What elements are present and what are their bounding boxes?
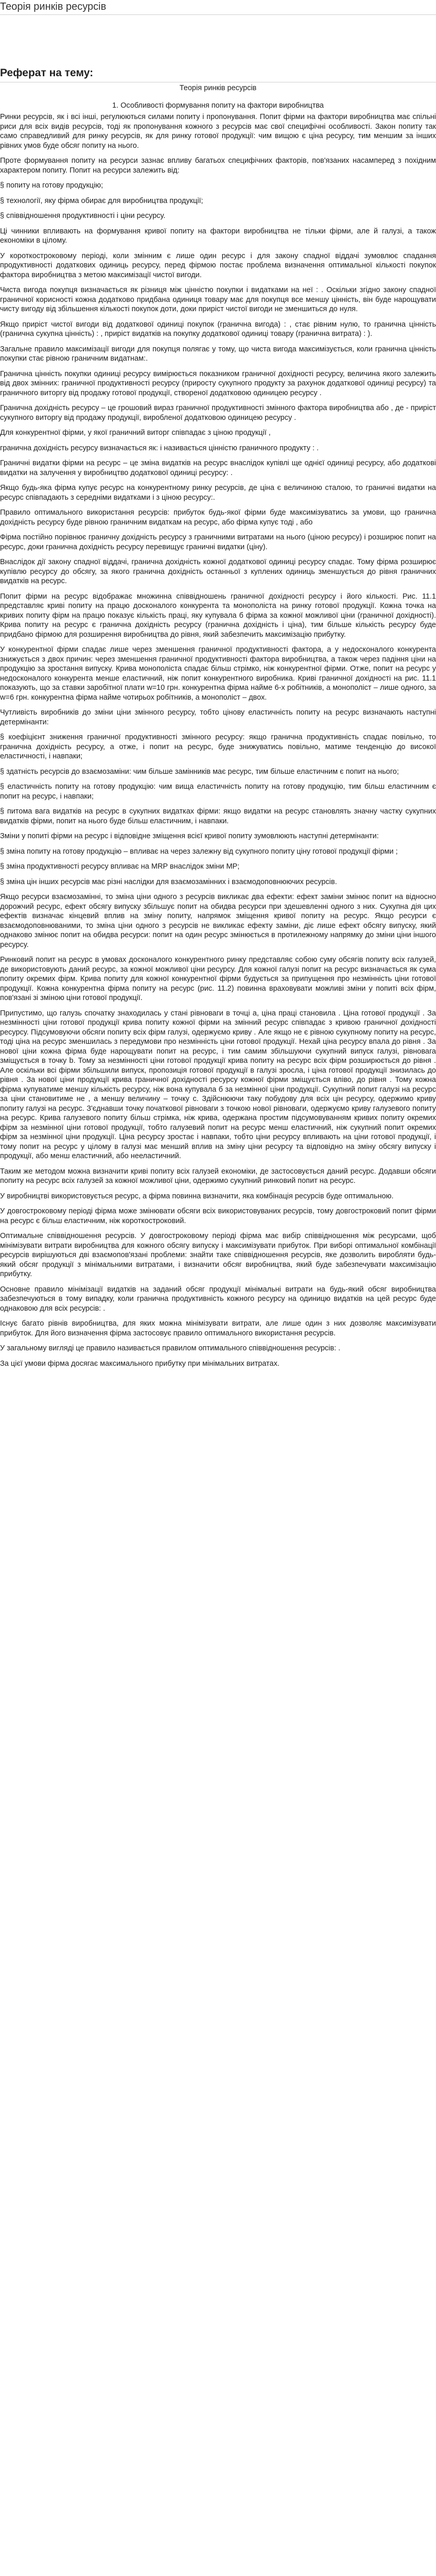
paragraph: Ринковий попит на ресурс в умовах досконалого конкурентного ринку представляє собою суму обсягів попиту всіх галузей, де використовують даний ресурс, за кожної можливої ціни ресурсу. Для кожної галузі попит на ресурс визначається як сума попиту окремих фірм. Крива попиту для кожної конкурентної фірми будується за припущення про незмінність ціни готової продукції. Кожна конкурентна фірма попиту на ресурс (рис. 11.2) повинна враховувати можливі зміни у попиті всіх фірм, пов'язані зі зміною ціни готової продукції.	[0, 956, 436, 1002]
paragraph: Попит фірми на ресурс відображає множинна співвідношень граничної дохідності ресурсу і його кількості. Рис. 11.1 представляє криві попиту на працю досконалого конкурента та монополіста на ринку готової продукції. Кожна точка на кривих попиту фірм на працю показує кількість праці, яку купувала б фірма за кожної можливої ціни (граничної дохідності). Крива попиту на ресурс є гранична дохідність ресурсу (гранична дохідність і ціна), тим більше кількість ресурсу буде придбано фірмою для розширення виробництва до рівня, який забезпечить максимізацію прибутку.	[0, 592, 436, 639]
paragraph: § зміна попиту на готову продукцію – впливає на через залежну від сукупного попиту ціну готової продукції фірми ;	[0, 847, 398, 856]
paragraph: Гранична цінність покупки одиниці ресурсу вимірюється показником граничної дохідності ресурсу, величина якого залежить від двох змінних: граничної продуктивності ресурсу (приросту сукупного продукту за рахунок додаткової одиниці ресурсу) та граничного виторгу від продажу готової продукції, створеної додатковою одиницею ресурсу .	[0, 369, 436, 397]
paragraph: У довгостроковому періоді фірма може змінювати обсяги всіх використовуваних ресурсів, тому довгостроковий попит фірми на ресурс є більш еластичним, ніж короткостроковий.	[0, 1207, 436, 1225]
paragraph: Існує багато рівнів виробництва, для яких можна мінімізувати витрати, але лише один з них дозволяє максимізувати прибуток. Для його визначення фірма застосовує правило оптимального використання ресурсів.	[0, 1319, 436, 1337]
paragraph: § технології, яку фірма обирає для виробництва продукції;	[0, 196, 203, 205]
paragraph: Ці чинники впливають на формування кривої попиту на фактори виробництва не тільки фірми, але й галузі, а також економіки в цілому.	[0, 227, 436, 245]
paragraph: У короткостроковому періоді, коли змінним є лише один ресурс і для закону спадної віддачі зумовлює спадання продуктивності додаткових одиниць ресурсу, перед фірмою постає проблема визначення оптимальної кількості покупок фактора виробництва з метою максимізації чистої вигоди.	[0, 251, 436, 279]
paragraph: Якщо будь-яка фірма купує ресурс на конкурентному ринку ресурсів, де ціна є величиною сталою, то граничні видатки на ресурс співпадають з середніми видатками і з ціною ресурсу:.	[0, 484, 436, 502]
paragraph: Для конкурентної фірми, у якої граничний виторг співпадає з ціною продукції ,	[0, 429, 271, 437]
paragraph: Припустимо, що галузь спочатку знаходилась у стані рівноваги в точці а, ціна праці становила . Ціна готової продукції . За незмінності ціни готової продукції крива попиту кожної фірми на змінний ресурс співпадає з кривою граничної дохідності ресурсу. Підсумовуючи обсяги попиту всіх фірм галузі, одержуємо криву . Але якщо не є рівною сукупному попиту на ресурс, тоді ціна на ресурс зменшилась з передумови про незмінність ціни готової продукції. Нехай ціна ресурсу впала до рівня . За нової ціни кожна фірма буде нарощувати попит на ресурс, і тим самим збільшуючи сукупний випуск галузі, рівновага зміщується в точку b. Тому за незмінності ціни готової продукції крива попиту на ресурс всіх фірм розширюється до рівня . Але оскільки всі фірми збільшили випуск, пропозиція готової продукції в галузі зросла, і ціна готової продукції знизилась до рівня . За нової ціни продукції крива граничної дохідності ресурсу кожної фірми зміщується вліво, до рівня . Тому кожна фірма купуватиме меншу кількість ресурсу, ніж вона купувала б за незмінної ціни продукції. Сукупний попит галузі на ресурс за ціни становитиме не , а меншу величину – точку c. Здійснюючи таку побудову для всіх цін ресурсу, одержимо криву попиту галузі на ресурс. З'єднавши точку початкової рівноваги з точкою нової рівноваги, одержуємо криву галузевого попиту на ресурс. Крива галузевого попиту більш стрімка, ніж крива, одержана простим підсумовуванням кривих попиту окремих фірм за незмінної ціни готової продукції, тобто галузевий попит на ресурс менш еластичний, ніж сукупний попит окремих фірм за незмінної ціни продукції. Ціна ресурсу зростає і навпаки, тобто ціни ресурсу впливають на ціни готової продукції, і тому попит на ресурс у цілому в галузі має менший вплив на зміну ціни ресурсу та відповідно на зміну обсягу випуску і продукції, або менш еластичний, або нееластичний.	[0, 1009, 436, 1160]
paragraph: Зміни у попиті фірми на ресурс і відповідне зміщення всієї кривої попиту зумовлюють наступні детермінанти:	[0, 832, 379, 840]
paragraph: § співвідношення продуктивності і ціни ресурсу.	[0, 212, 166, 220]
paragraph: Основне правило мінімізації видатків на заданий обсяг продукції мінімальні витрати на будь-який обсяг виробництва забезпечуються в тому випадку, коли гранична продуктивність кожного ресурсу на одиницю видатків на цей ресурс буде однаковою для всіх ресурсів: .	[0, 1285, 436, 1313]
paragraph: Загальне правило максимізації вигоди для покупця полягає у тому, що чиста вигода максимізується, коли гранична цінність покупки стає рівною граничним видатнам:.	[0, 345, 436, 363]
paragraph: § здатність ресурсів до взаємозаміни: чим більше замінників має ресурс, тим більше еластичним є попит на нього;	[0, 767, 399, 776]
paragraph: У виробництві використовується ресурс, а фірма повинна визначити, яка комбінація ресурсів буде оптимальною.	[0, 1192, 394, 1200]
referat-heading: Реферат на тему:	[0, 66, 436, 82]
paragraph: Фірма постійно порівнює граничну дохідність ресурсу з граничними витратами на нього (ціною ресурсу) і розширює попит на ресурс, доки гранична дохідність ресурсу перевищує граничні видатки (ціну).	[0, 533, 436, 551]
paragraph: § еластичність попиту на готову продукцію: чим вища еластичність попиту на готову продукцію, тим більш еластичним є попит на ресурс, і навпаки;	[0, 783, 436, 801]
chapter-title: 1. Особливості формування попиту на фактори виробництва	[112, 101, 324, 110]
paragraph: § зміна цін інших ресурсів має різні наслідки для взаємозамінних і взаємодоповнюючих ресурсів.	[0, 877, 337, 886]
paragraph: Гранична дохідність ресурсу – це грошовий вираз граничної продуктивності змінного фактора виробництва або , де - приріст сукупного виторгу від продажу продукції, виробленої додатковою одиницею ресурсу .	[0, 404, 436, 422]
paragraph: Правило оптимального використання ресурсів: прибуток будь-якої фірми буде максимізуватись за умови, що гранична дохідність ресурсу буде рівною граничним видаткам на ресурс, або фірма купує тоді , або	[0, 509, 436, 527]
article-content	[0, 66, 436, 1384]
paragraph: гранична дохідність ресурсу визначається як: і називається цінністю граничного продукту : .	[0, 444, 319, 452]
paragraph: Чутливість виробників до зміни ціни змінного ресурсу, тобто цінову еластичність попиту на ресурс визначають наступні детермінанти:	[0, 708, 436, 726]
article-subtitle: Теорія ринків ресурсів	[179, 84, 257, 92]
paragraph: Проте формування попиту на ресурси зазнає впливу багатьох специфічних факторів, пов'язаних насамперед з похідним характером попиту. Попит на ресурси залежить від:	[0, 157, 436, 175]
paragraph: Оптимальне співвідношення ресурсів. У довгостроковому періоді фірма має вибір співвідношення між ресурсами, щоб мінімізувати витрати виробництва для кожного обсягу випуску і максимізувати прибуток. При виборі оптимальної комбінації ресурсів вирішуються дві взаємопов'язані проблеми: знайти таке співвідношення ресурсів, яке дозволить виробляти будь-який обсяг продукції з мінімальними витратами, і визначити обсяг виробництва, який буде забезпечувати максимізацію прибутку.	[0, 1232, 436, 1278]
paragraph: Якщо ресурси взаємозамінні, то зміна ціни одного з ресурсів викликає два ефекти: ефект заміни змінює попит на відносно дорожчий ресурс, ефект обсягу випуску збільшує попит на обидва ресурси при здешевленні одного з них. Сукупна дія цих ефектів визначає кінцевий вплив на зміну попиту, напрямок зміщення кривої попиту на ресурс. Якщо ресурси є взаємодоповнюваними, то зміна ціни одного з ресурсів не викликає ефекту заміни, діє лише ефект обсягу випуску, який однаково змінює попит на обидва ресурси: попит на один ресурс змінюється в протилежному напрямку до зміни ціни іншого ресурсу.	[0, 893, 436, 949]
paragraph: Чиста вигода покупця визначається як різниця між цінністю покупки і видатками на неї : . Оскільки згідно закону спадної граничної корисності кожна додатково придбана одиниця товару має для покупця все меншу цінність, він буде нарощувати чисту вигоду від збільшення кількості покупок доти, доки приріст чистої вигоди не зменшиться до нуля.	[0, 286, 436, 313]
paragraph: § зміна продуктивності ресурсу впливає на MRP внаслідок зміни MP;	[0, 862, 240, 871]
paragraph: За цієї умови фірма досягає максимального прибутку при мінімальних витратах.	[0, 1359, 280, 1368]
paragraph: Ринки ресурсів, як і всі інші, регулюються силами попиту і пропонування. Попит фірми на фактори виробництва має спільні риси для всіх видів ресурсів, тоді як пропонування кожного з ресурсів має свої специфічні особливості. Закон попиту так само справедливий для ринку ресурсів, як для ринку готової продукції: чим вищою є ціна ресурсу, тим меншим за інших рівних умов буде обсяг попиту на нього.	[0, 113, 436, 150]
paragraph: Граничні видатки фірми на ресурс – це зміна видатків на ресурс внаслідок купівлі ще однієї одиниці ресурсу, або додаткові видатки на залучення у виробництво додаткової одиниці ресурсу: .	[0, 459, 436, 477]
paragraph: Внаслідок дії закону спадної віддачі, гранична дохідність кожної додаткової одиниці ресурсу спадає. Тому фірма розширює купівлю ресурсу до обсягу, за якого гранична дохідність останньої з куплених одиниць зменшується до рівня граничних видатків на ресурс.	[0, 558, 436, 585]
paragraph: У конкурентної фірми спадає лише через зменшення граничної продуктивності фактора, а у недосконалого конкурента знижується з двох причин: через зменшення граничної продуктивності фактора виробництва, а також через падіння ціни на продукцію за зростання випуску. Крива монополіста спадає більш стрімко, ніж конкурентної фірми. Отже, попит на ресурс у недосконалого конкурента менше еластичний, ніж попит конкурентного виробника. Криві граничної дохідності на рис. 11.1 показують, що за ставки заробітної плати w=10 грн. конкурентна фірма найме 6-х робітників, а монополіст – лише одного, за w=6 грн. конкурентна фірма найме чотирьох робітників, а монополіст – двох.	[0, 646, 436, 702]
paragraph: § питома вага видатків на ресурс в сукупних видатках фірми: якщо видатки на ресурс становлять значну частку сукупних видатків фірми, попит на нього буде більш еластичним, і навпаки.	[0, 807, 436, 825]
paragraph: § попиту на готову продукцію;	[0, 181, 103, 190]
paragraph: § коефіцієнт зниження граничної продуктивності змінного ресурсу: якщо гранична продуктивність спадає повільно, то гранична дохідність ресурсу, а отже, і попит на ресурс, буде знижуватись повільно, матиме тенденцію до високої еластичності, і навпаки;	[0, 733, 436, 760]
article-body	[0, 112, 436, 1368]
page-title: Теорія ринків ресурсів	[0, 0, 436, 15]
paragraph: Якщо приріст чистої вигоди від додаткової одиниці покупок (гранична вигода) : , стає рівним нулю, то гранична цінність (гранична сукупна цінність) : , приріст видатків на покупку додаткової одиниці товару (гранична витрата) : ).	[0, 320, 436, 338]
paragraph: Таким же методом можна визначити криві попиту всіх галузей економіки, де застосовується даний ресурс. Додавши обсяги попиту на ресурс всіх галузей за кожної можливої ціни, одержимо сукупний ринковий попит на ресурс.	[0, 1167, 436, 1185]
paragraph: У загальному вигляді це правило називається правилом оптимального співвідношення ресурсів: .	[0, 1344, 341, 1352]
